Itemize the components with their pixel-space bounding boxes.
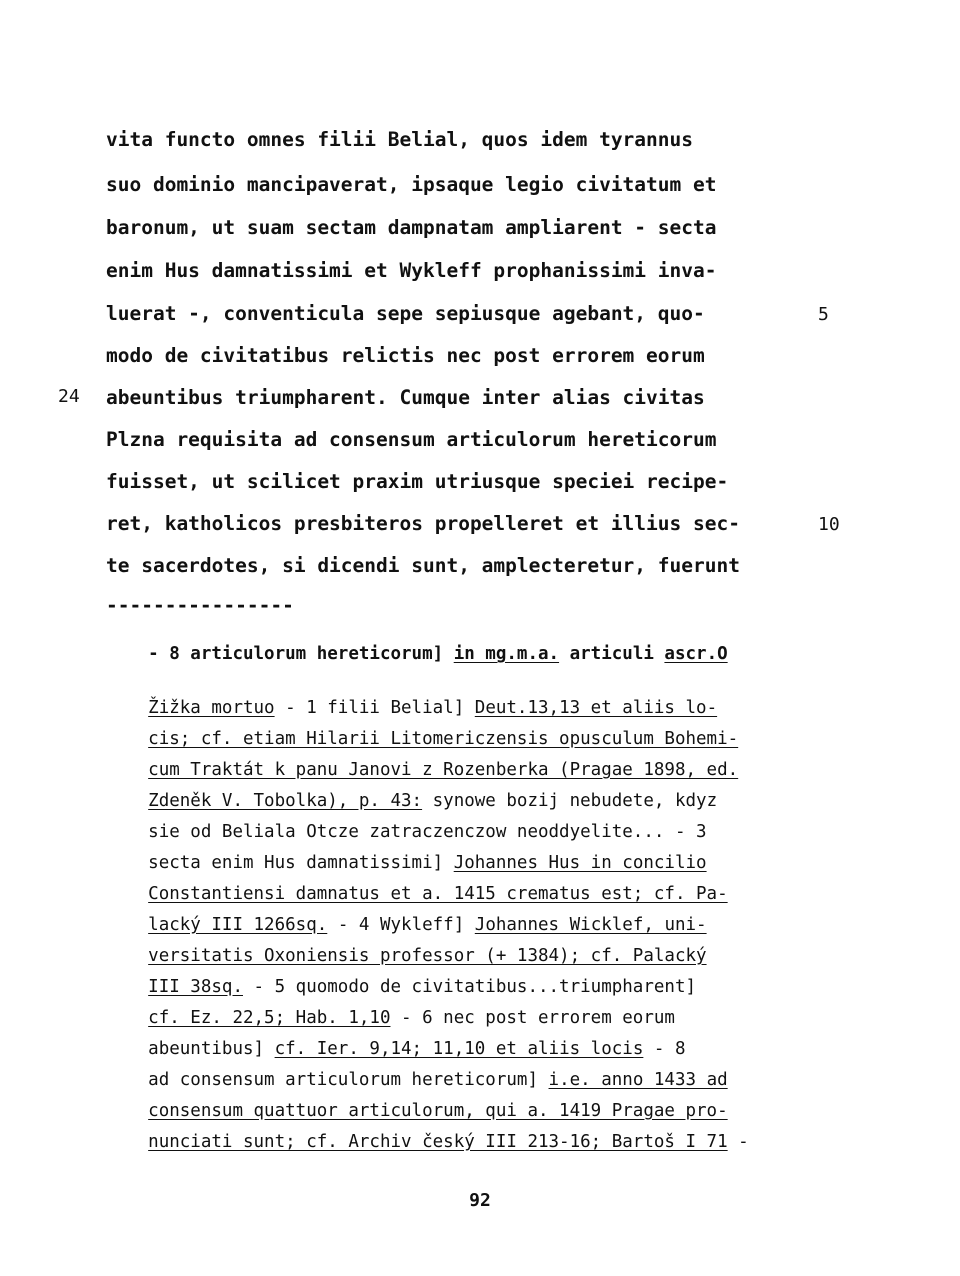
main-text-line: baronum, ut suam sectam dampnatam ampliarent - secta bbox=[106, 216, 717, 239]
main-text-line: vita functo omnes filii Belial, quos idem tyrannus bbox=[106, 128, 693, 151]
main-text-line: Plzna requisita ad consensum articulorum hereticorum bbox=[106, 428, 717, 451]
line-number-5: 5 bbox=[818, 304, 829, 325]
apparatus-line: cf. Ez. 22,5; Hab. 1,10 - 6 nec post errorem eorum bbox=[148, 1008, 675, 1028]
main-text-line: enim Hus damnatissimi et Wykleff prophanissimi inva- bbox=[106, 259, 717, 282]
apparatus-line: versitatis Oxoniensis professor (+ 1384); cf. Palacký bbox=[148, 946, 707, 966]
main-text-line: abeuntibus triumpharent. Cumque inter alias civitas bbox=[106, 386, 705, 409]
main-text-line: ret, katholicos presbiteros propelleret et illius sec- bbox=[106, 512, 740, 535]
apparatus-line: consensum quattuor articulorum, qui a. 1419 Pragae pro- bbox=[148, 1101, 728, 1121]
apparatus-line: Zdeněk V. Tobolka), p. 43: synowe bozij nebudete, kdyz bbox=[148, 791, 718, 811]
apparatus-line: cum Traktát k panu Janovi z Rozenberka (Pragae 1898, ed. bbox=[148, 760, 739, 780]
main-text-line: modo de civitatibus relictis nec post errorem eorum bbox=[106, 344, 705, 367]
apparatus-line: secta enim Hus damnatissimi] Johannes Hus in concilio bbox=[148, 853, 707, 873]
page-number: 92 bbox=[469, 1190, 491, 1211]
apparatus-line: sie od Beliala Otcze zatraczenczow neoddyelite... - 3 bbox=[148, 822, 707, 842]
apparatus-line: ad consensum articulorum hereticorum] i.e. anno 1433 ad bbox=[148, 1070, 728, 1090]
main-text-line: luerat -, conventicula sepe sepiusque agebant, quo- bbox=[106, 302, 705, 325]
apparatus-line: Constantiensi damnatus et a. 1415 crematus est; cf. Pa- bbox=[148, 884, 728, 904]
apparatus-line: III 38sq. - 5 quomodo de civitatibus...triumpharent] bbox=[148, 977, 697, 997]
main-text-line: fuisset, ut scilicet praxim utriusque speciei recipe- bbox=[106, 470, 729, 493]
main-text-line: suo dominio mancipaverat, ipsaque legio civitatum et bbox=[106, 173, 717, 196]
line-number-10: 10 bbox=[818, 514, 840, 535]
folio-reference-24: 24 bbox=[58, 386, 80, 407]
apparatus-line: cis; cf. etiam Hilarii Litomericzensis opusculum Bohemi- bbox=[148, 729, 739, 749]
apparatus-line: nunciati sunt; cf. Archiv český III 213-16; Bartoš I 71 - bbox=[148, 1132, 749, 1152]
apparatus-line: - 8 articulorum hereticorum] in mg.m.a. articuli ascr.O bbox=[148, 644, 728, 664]
apparatus-line: abeuntibus] cf. Ier. 9,14; 11,10 et aliis locis - 8 bbox=[148, 1039, 686, 1059]
main-text-line: te sacerdotes, si dicendi sunt, amplecteretur, fuerunt bbox=[106, 554, 740, 577]
apparatus-line: lacký III 1266sq. - 4 Wykleff] Johannes Wicklef, uni- bbox=[148, 915, 707, 935]
apparatus-separator: ---------------- bbox=[106, 594, 294, 617]
apparatus-line: Žižka mortuo - 1 filii Belial] Deut.13,13 et aliis lo- bbox=[148, 698, 718, 718]
